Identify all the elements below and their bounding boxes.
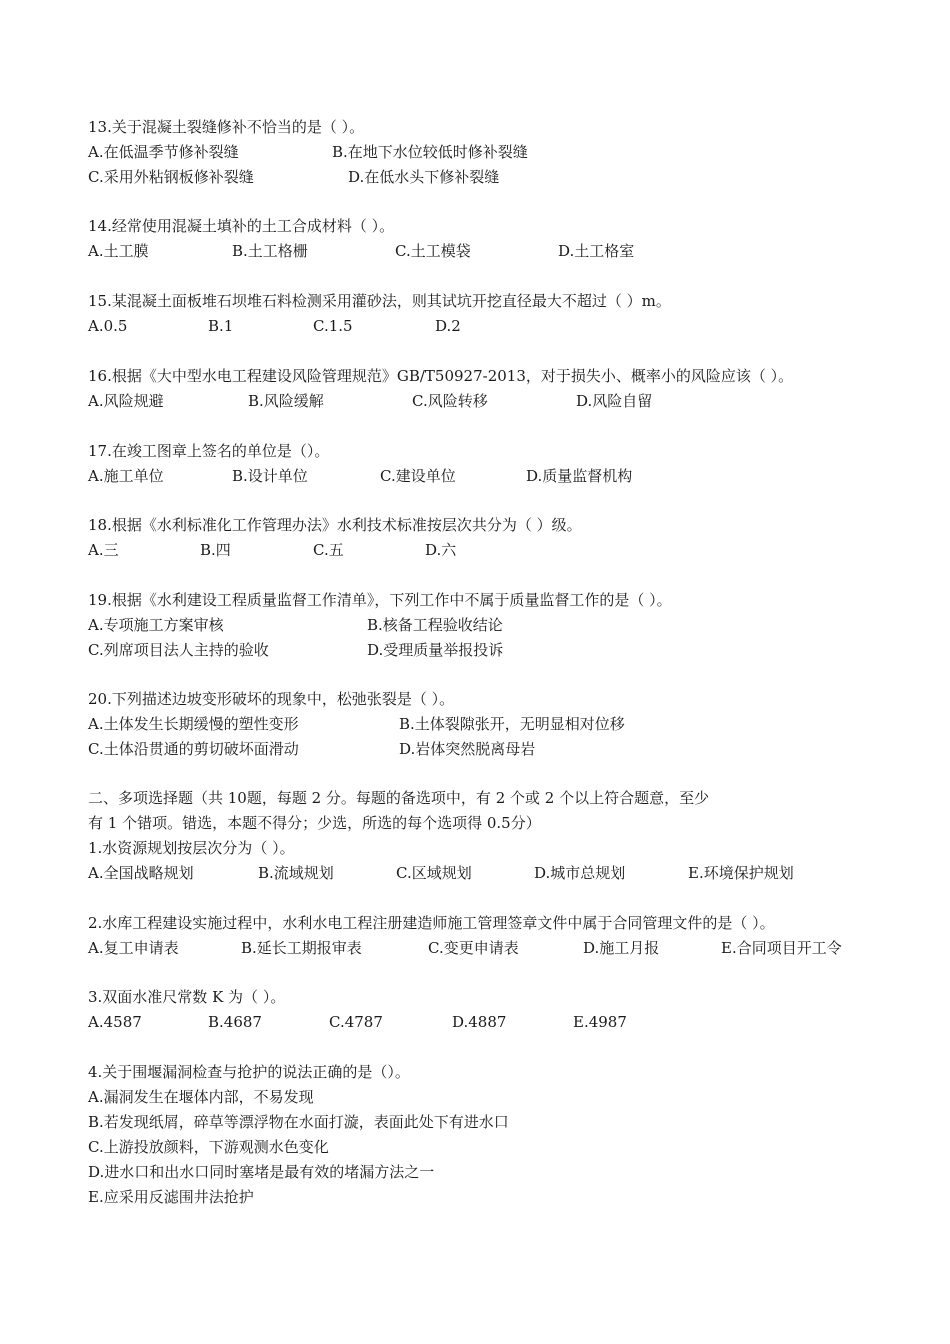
option-a: A.专项施工方案审核: [88, 616, 224, 634]
question-stem: 20.下列描述边坡变形破坏的现象中，松弛张裂是（ ）。: [88, 690, 455, 708]
question-19: [88, 588, 672, 663]
question-stem: 18.根据《水利标准化工作管理办法》水利技术标准按层次共分为（ ）级。: [88, 516, 582, 534]
option-e: E.4987: [573, 1013, 627, 1031]
multi-question-1: [88, 836, 794, 886]
option-b: B.流域规划: [258, 864, 334, 882]
option-a: A.复工申请表: [88, 939, 179, 957]
question-20: [88, 687, 625, 762]
option-b: B.1: [208, 317, 234, 335]
question-stem: 19.根据《水利建设工程质量监督工作清单》，下列工作中不属于质量监督工作的是（ ）。: [88, 591, 672, 609]
option-c: C.土体沿贯通的剪切破坏面滑动: [88, 740, 299, 758]
question-stem: 4.关于围堰漏洞检查与抢护的说法正确的是（）。: [88, 1063, 410, 1081]
option-a: A.风险规避: [88, 392, 164, 410]
option-d: D.城市总规划: [534, 864, 626, 882]
options-row: [88, 861, 794, 886]
option-b: B.4687: [208, 1013, 262, 1031]
question-17: [88, 439, 633, 489]
question-stem: 17.在竣工图章上签名的单位是（）。: [88, 442, 330, 460]
option-a: A.土体发生长期缓慢的塑性变形: [88, 715, 299, 733]
option-b: B.延长工期报审表: [241, 939, 362, 957]
question-stem: 16.根据《大中型水电工程建设风险管理规范》GB/T50927-2013，对于损失小、概率小的风险应该（ ）。: [88, 367, 794, 385]
option-c: C.建设单位: [380, 467, 456, 485]
question-13: [88, 115, 528, 190]
option-c: C.土工模袋: [395, 242, 471, 260]
options-row: [88, 140, 528, 165]
options-row: [88, 712, 625, 737]
option-b: B.在地下水位较低时修补裂缝: [332, 143, 528, 161]
option-d: D.进水口和出水口同时塞堵是最有效的堵漏方法之一: [88, 1163, 435, 1181]
question-stem: 14.经常使用混凝土填补的土工合成材料（ ）。: [88, 217, 395, 235]
option-e: E.合同项目开工令: [721, 939, 842, 957]
option-c: C.4787: [329, 1013, 383, 1031]
option-d: D.岩体突然脱离母岩: [399, 740, 536, 758]
option-a: A.漏洞发生在堰体内部，不易发现: [88, 1088, 314, 1106]
multi-question-4: [88, 1060, 509, 1210]
option-b: B.土工格栅: [232, 242, 308, 260]
options-row: [88, 165, 500, 190]
option-d: D.施工月报: [583, 939, 660, 957]
option-b: B.核备工程验收结论: [367, 616, 503, 634]
options-row: [88, 314, 671, 339]
question-14: [88, 214, 635, 264]
option-b: B.若发现纸屑，碎草等漂浮物在水面打漩，表面此处下有进水口: [88, 1113, 509, 1131]
option-d: D.2: [435, 317, 461, 335]
option-b: B.四: [200, 541, 231, 559]
options-row: [88, 239, 635, 264]
options-row: [88, 737, 536, 762]
section-2-header: [88, 786, 709, 836]
option-d: D.六: [425, 541, 457, 559]
option-d: D.受理质量举报投诉: [367, 641, 504, 659]
multi-question-3: [88, 985, 627, 1035]
question-15: [88, 289, 671, 339]
options-row: [88, 1010, 627, 1035]
question-stem: 13.关于混凝土裂缝修补不恰当的是（ ）。: [88, 118, 365, 136]
option-d: D.在低水头下修补裂缝: [348, 168, 500, 186]
question-stem: 2.水库工程建设实施过程中，水利水电工程注册建造师施工管理签章文件中属于合同管理文件的是（ ）。: [88, 914, 775, 932]
option-a: A.0.5: [88, 317, 128, 335]
option-d: D.土工格室: [558, 242, 635, 260]
option-b: B.设计单位: [232, 467, 308, 485]
option-e: E.应采用反滤围井法抢护: [88, 1188, 254, 1206]
question-16: [88, 364, 793, 414]
option-c: C.变更申请表: [428, 939, 519, 957]
options-row: [88, 613, 672, 638]
option-c: C.上游投放颜料，下游观测水色变化: [88, 1138, 329, 1156]
option-c: C.列席项目法人主持的验收: [88, 641, 269, 659]
option-c: C.五: [313, 541, 344, 559]
option-e: E.环境保护规划: [688, 864, 794, 882]
option-a: A.施工单位: [88, 467, 164, 485]
option-a: A.全国战略规划: [88, 864, 194, 882]
option-a: A.在低温季节修补裂缝: [88, 143, 239, 161]
option-a: A.三: [88, 541, 119, 559]
option-a: A.土工膜: [88, 242, 149, 260]
section-2-line-1: 二、多项选择题（共 10题，每题 2 分。每题的备选项中，有 2 个或 2 个以上符合题意，至少: [88, 789, 710, 807]
option-c: C.区域规划: [396, 864, 472, 882]
option-c: C.1.5: [313, 317, 353, 335]
question-stem: 1.水资源规划按层次分为（ ）。: [88, 839, 295, 857]
section-2-line-2: 有 1 个错项。错选，本题不得分；少选，所选的每个选项得 0.5分）: [88, 814, 541, 832]
option-b: B.风险缓解: [248, 392, 324, 410]
option-d: D.4887: [452, 1013, 507, 1031]
option-d: D.风险自留: [576, 392, 653, 410]
option-c: C.采用外粘钢板修补裂缝: [88, 168, 254, 186]
question-stem: 3.双面水准尺常数 K 为（ ）。: [88, 988, 286, 1006]
question-stem: 15.某混凝土面板堆石坝堆石料检测采用灌砂法，则其试坑开挖直径最大不超过（ ）m。: [88, 292, 671, 310]
options-row: [88, 389, 793, 414]
options-row: [88, 538, 582, 563]
question-18: [88, 513, 582, 563]
option-a: A.4587: [88, 1013, 142, 1031]
option-c: C.风险转移: [412, 392, 488, 410]
multi-question-2: [88, 911, 842, 961]
options-row: [88, 638, 672, 663]
options-row: [88, 464, 633, 489]
option-b: B.土体裂隙张开，无明显相对位移: [399, 715, 625, 733]
option-d: D.质量监督机构: [526, 467, 633, 485]
options-row: [88, 936, 842, 961]
